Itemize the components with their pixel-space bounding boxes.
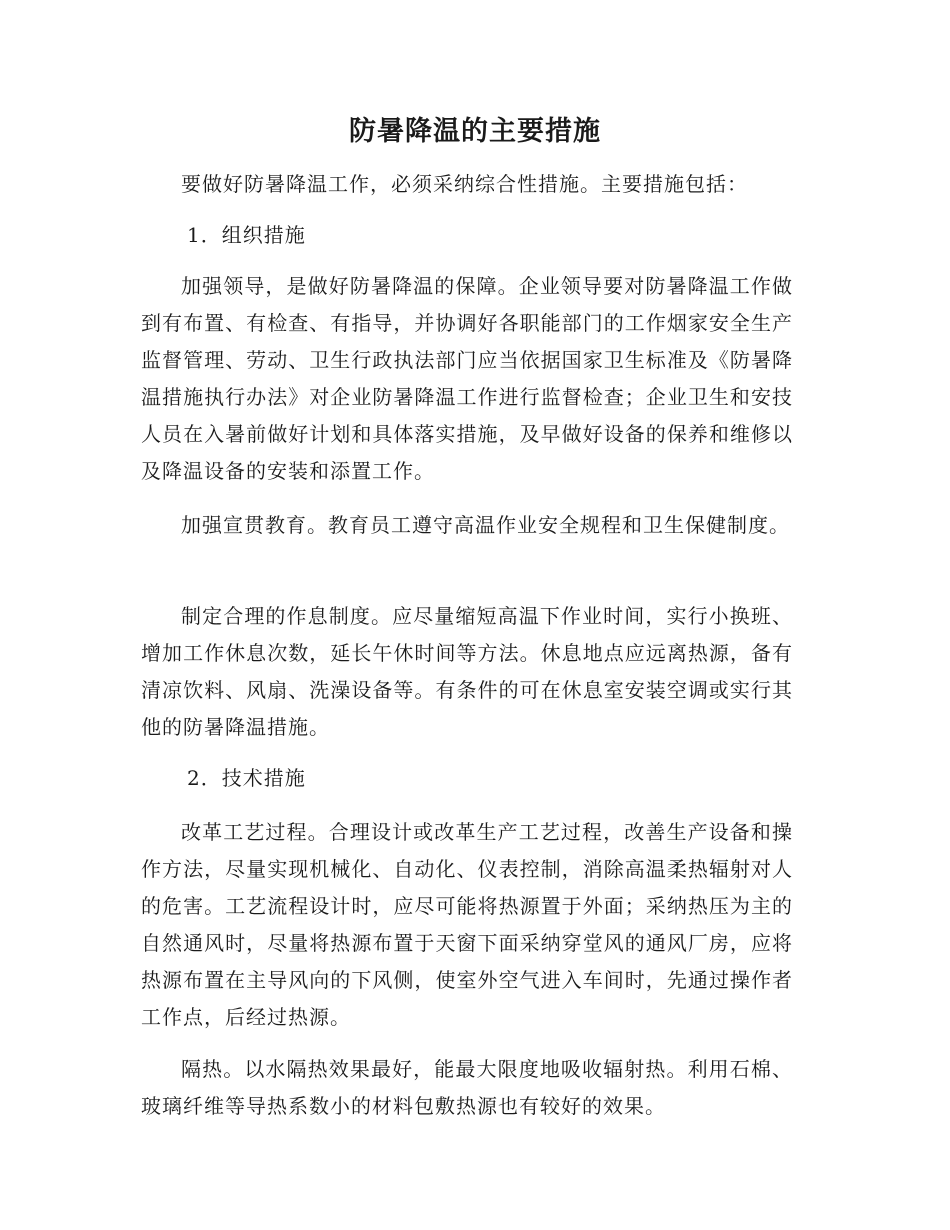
- paragraph-process-reform: 改革工艺过程。合理设计或改革生产工艺过程，改善生产设备和操作方法，尽量实现机械化、自动化、仪表控制，消除高温柔热辐射对人的危害。工艺流程设计时，应尽可能将热源置于外面；采纳热压为主的自然通风时，尽量将热源布置于天窗下面采纳穿堂风的通风厂房，应将热源布置在主导风向的下风侧，使室外空气进入车间时，先通过操作者工作点，后经过热源。: [141, 820, 793, 1029]
- section-heading-organizational: 1．组织措施: [187, 223, 306, 247]
- paragraph-education: 加强宣贯教育。教育员工遵守高温作业安全规程和卫生保健制度。: [181, 513, 790, 537]
- intro-paragraph: 要做好防暑降温工作，必须采纳综合性措施。主要措施包括：: [181, 172, 748, 196]
- document-title: 防暑降温的主要措施: [349, 116, 601, 147]
- paragraph-leadership: 加强领导，是做好防暑降温的保障。企业领导要对防暑降温工作做到有布置、有检查、有指导，并协调好各职能部门的工作烟家安全生产监督管理、劳动、卫生行政执法部门应当依据国家卫生标准及《防暑降温措施执行办法》对企业防暑降温工作进行监督检查；企业卫生和安技人员在入暑前做好计划和具体落实措施，及早做好设备的保养和维修以及降温设备的安装和添置工作。: [141, 274, 793, 483]
- paragraph-heat-insulation: 隔热。以水隔热效果最好，能最大限度地吸收辐射热。利用石棉、玻璃纤维等导热系数小的材料包敷热源也有较好的效果。: [141, 1057, 793, 1118]
- paragraph-work-schedule: 制定合理的作息制度。应尽量缩短高温下作业时间，实行小换班、增加工作休息次数，延长午休时间等方法。休息地点应远离热源，备有清凉饮料、风扇、洗澡设备等。有条件的可在休息室安装空调或实行其他的防暑降温措施。: [141, 604, 793, 739]
- section-heading-technical: 2．技术措施: [187, 766, 306, 790]
